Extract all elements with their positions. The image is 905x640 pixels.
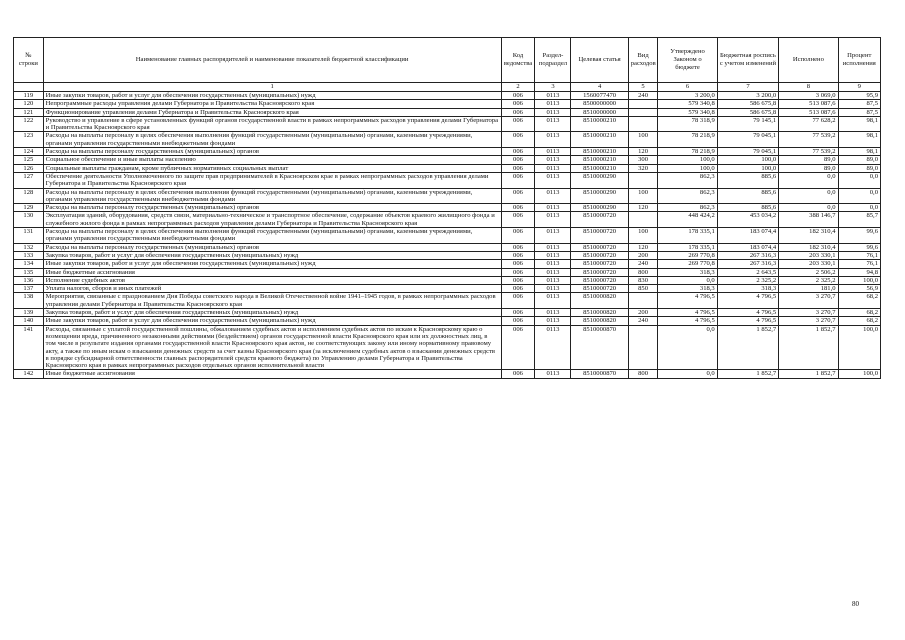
target-item: 8510000720 — [571, 251, 628, 259]
approved-amount: 0,0 — [658, 276, 717, 284]
target-item: 8510000210 — [571, 156, 628, 164]
expense-type: 100 — [628, 132, 658, 148]
approved-amount: 4 796,5 — [658, 293, 717, 309]
budget-list-amount: 79 145,1 — [717, 116, 778, 132]
dept-code: 006 — [501, 251, 535, 259]
expense-type: 240 — [628, 92, 658, 100]
section-code: 0113 — [535, 156, 571, 164]
column-number: 1 — [43, 83, 501, 92]
column-number: 3 — [535, 83, 571, 92]
row-name: Функционирование управления делами Губернатора и Правительства Красноярского края — [43, 108, 501, 116]
executed-amount: 0,0 — [779, 172, 838, 188]
expense-type: 100 — [628, 228, 658, 244]
row-number: 130 — [14, 212, 44, 228]
row-number: 123 — [14, 132, 44, 148]
executed-amount: 77 539,2 — [779, 132, 838, 148]
section-code: 0113 — [535, 317, 571, 325]
row-number: 131 — [14, 228, 44, 244]
dept-code: 006 — [501, 268, 535, 276]
expense-type: 120 — [628, 148, 658, 156]
header-executed: Исполнено — [779, 38, 838, 83]
execution-percent: 87,5 — [838, 108, 880, 116]
section-code: 0113 — [535, 293, 571, 309]
row-name: Расходы на выплаты персоналу в целях обеспечения выполнения функций государственными (муниципальными) органами, казенными учреждениями, органами управления государственными внебюджетными фондами — [43, 188, 501, 204]
execution-percent: 68,2 — [838, 317, 880, 325]
approved-amount: 178 335,1 — [658, 228, 717, 244]
executed-amount: 89,0 — [779, 164, 838, 172]
target-item: 8510000870 — [571, 325, 628, 370]
target-item: 8510000290 — [571, 188, 628, 204]
budget-list-amount: 885,6 — [717, 204, 778, 212]
approved-amount: 269 770,8 — [658, 251, 717, 259]
executed-amount: 181,0 — [779, 285, 838, 293]
section-code: 0113 — [535, 108, 571, 116]
budget-list-amount: 183 074,4 — [717, 228, 778, 244]
expense-type: 200 — [628, 309, 658, 317]
row-number: 124 — [14, 148, 44, 156]
dept-code: 006 — [501, 156, 535, 164]
column-number: 2 — [501, 83, 535, 92]
target-item: 8510000000 — [571, 108, 628, 116]
execution-percent: 98,1 — [838, 132, 880, 148]
row-name: Обеспечение деятельности Уполномоченного по защите прав предпринимателей в Красноярском крае в рамках непрограммных расходов управления делами Губернатора и Правительства Красноярского края — [43, 172, 501, 188]
approved-amount: 862,3 — [658, 172, 717, 188]
table-row — [14, 260, 881, 268]
expense-type: 200 — [628, 251, 658, 259]
column-number: 9 — [838, 83, 880, 92]
execution-percent: 89,0 — [838, 164, 880, 172]
section-code: 0113 — [535, 325, 571, 370]
dept-code: 006 — [501, 108, 535, 116]
row-number: 132 — [14, 243, 44, 251]
target-item: 8510000720 — [571, 268, 628, 276]
target-item: 8510000720 — [571, 285, 628, 293]
expense-type — [628, 108, 658, 116]
executed-amount: 203 330,1 — [779, 260, 838, 268]
target-item: 8510000720 — [571, 212, 628, 228]
approved-amount: 318,3 — [658, 285, 717, 293]
dept-code: 006 — [501, 370, 535, 378]
budget-list-amount: 100,0 — [717, 156, 778, 164]
budget-list-amount: 4 796,5 — [717, 317, 778, 325]
section-code: 0113 — [535, 285, 571, 293]
table-row — [14, 285, 881, 293]
section-code: 0113 — [535, 172, 571, 188]
execution-percent: 68,2 — [838, 309, 880, 317]
budget-list-amount: 2 643,5 — [717, 268, 778, 276]
dept-code: 006 — [501, 188, 535, 204]
expense-type: 120 — [628, 204, 658, 212]
executed-amount: 77 628,2 — [779, 116, 838, 132]
table-row — [14, 228, 881, 244]
row-name: Расходы, связанные с уплатой государственной пошлины, обжалованием судебных актов и исполнением судебных актов по искам к Красноярскому краю о возмещении вреда, причиненного незаконными действиями (бездействием) органов государственной власти Красноярского края или их должностных лиц, в том числе в результате издания органами государственной власти Красноярского края актов, не соответствующих закону или иному нормативному правовому акту, а также по иным искам о взыскании денежных средств за счет казны Красноярского края (за исключением судебных актов о взыскании денежных средств в порядке субсидиарной ответственности главных распорядителей средств краевого бюджета) по Управлению делами Губернатора и Правительства Красноярского края в рамках непрограммных расходов отдельных органов исполнительной власти — [43, 325, 501, 370]
table-row — [14, 251, 881, 259]
expense-type: 800 — [628, 268, 658, 276]
row-name: Расходы на выплаты персоналу в целях обеспечения выполнения функций государственными (муниципальными) органами, казенными учреждениями, органами управления государственными внебюджетными фондами — [43, 132, 501, 148]
executed-amount: 3 270,7 — [779, 309, 838, 317]
header-section: Раздел-подраздел — [535, 38, 571, 83]
row-number: 126 — [14, 164, 44, 172]
target-item: 8510000820 — [571, 309, 628, 317]
dept-code: 006 — [501, 260, 535, 268]
header-budget-list: Бюджетная роспись с учетом изменений — [717, 38, 778, 83]
executed-amount: 1 852,7 — [779, 370, 838, 378]
row-number: 121 — [14, 108, 44, 116]
section-code: 0113 — [535, 100, 571, 108]
expense-type — [628, 116, 658, 132]
column-number: 5 — [628, 83, 658, 92]
execution-percent: 76,1 — [838, 260, 880, 268]
approved-amount: 318,3 — [658, 268, 717, 276]
approved-amount: 862,3 — [658, 204, 717, 212]
approved-amount: 3 200,0 — [658, 92, 717, 100]
expense-type: 240 — [628, 317, 658, 325]
execution-percent: 76,1 — [838, 251, 880, 259]
execution-percent: 100,0 — [838, 370, 880, 378]
row-number: 127 — [14, 172, 44, 188]
row-number: 129 — [14, 204, 44, 212]
table-row — [14, 212, 881, 228]
table-row — [14, 188, 881, 204]
execution-percent: 95,9 — [838, 92, 880, 100]
row-number: 119 — [14, 92, 44, 100]
approved-amount: 78 318,9 — [658, 116, 717, 132]
section-code: 0113 — [535, 188, 571, 204]
execution-percent: 99,6 — [838, 243, 880, 251]
dept-code: 006 — [501, 172, 535, 188]
expense-type: 300 — [628, 156, 658, 164]
table-row — [14, 132, 881, 148]
section-code: 0113 — [535, 260, 571, 268]
budget-list-amount: 267 316,3 — [717, 251, 778, 259]
execution-percent: 99,6 — [838, 228, 880, 244]
target-item: 8510000210 — [571, 164, 628, 172]
row-number: 125 — [14, 156, 44, 164]
table-row — [14, 317, 881, 325]
approved-amount: 579 340,8 — [658, 108, 717, 116]
approved-amount: 269 770,8 — [658, 260, 717, 268]
expense-type — [628, 100, 658, 108]
executed-amount: 203 330,1 — [779, 251, 838, 259]
target-item: 1560077470 — [571, 92, 628, 100]
budget-list-amount: 885,6 — [717, 172, 778, 188]
executed-amount: 513 087,6 — [779, 108, 838, 116]
approved-amount: 4 796,5 — [658, 317, 717, 325]
section-code: 0113 — [535, 92, 571, 100]
table-row — [14, 108, 881, 116]
expense-type: 120 — [628, 243, 658, 251]
target-item: 8510000210 — [571, 132, 628, 148]
approved-amount: 100,0 — [658, 164, 717, 172]
dept-code: 006 — [501, 325, 535, 370]
dept-code: 006 — [501, 276, 535, 284]
target-item: 8510000870 — [571, 370, 628, 378]
table-row — [14, 156, 881, 164]
execution-percent: 68,2 — [838, 293, 880, 309]
dept-code: 006 — [501, 317, 535, 325]
budget-list-amount: 1 852,7 — [717, 325, 778, 370]
approved-amount: 78 218,9 — [658, 132, 717, 148]
executed-amount: 89,0 — [779, 156, 838, 164]
row-name: Расходы на выплаты персоналу государственных (муниципальных) органов — [43, 243, 501, 251]
row-name: Иные закупки товаров, работ и услуг для обеспечения государственных (муниципальных) нужд — [43, 92, 501, 100]
budget-list-amount: 3 200,0 — [717, 92, 778, 100]
section-code: 0113 — [535, 148, 571, 156]
execution-percent: 98,1 — [838, 148, 880, 156]
target-item: 8510000290 — [571, 172, 628, 188]
budget-list-amount: 79 045,1 — [717, 148, 778, 156]
approved-amount: 78 218,9 — [658, 148, 717, 156]
row-number: 136 — [14, 276, 44, 284]
dept-code: 006 — [501, 243, 535, 251]
table-row — [14, 172, 881, 188]
row-name: Исполнение судебных актов — [43, 276, 501, 284]
budget-list-amount: 453 034,2 — [717, 212, 778, 228]
dept-code: 006 — [501, 92, 535, 100]
dept-code: 006 — [501, 132, 535, 148]
budget-list-amount: 885,6 — [717, 188, 778, 204]
executed-amount: 513 087,6 — [779, 100, 838, 108]
column-number: 6 — [658, 83, 717, 92]
table-row — [14, 268, 881, 276]
row-name: Социальное обеспечение и иные выплаты населению — [43, 156, 501, 164]
approved-amount: 4 796,5 — [658, 309, 717, 317]
section-code: 0113 — [535, 268, 571, 276]
section-code: 0113 — [535, 228, 571, 244]
approved-amount: 100,0 — [658, 156, 717, 164]
column-number: 7 — [717, 83, 778, 92]
row-number: 141 — [14, 325, 44, 370]
executed-amount: 2 506,2 — [779, 268, 838, 276]
header-row-number: № строки — [14, 38, 44, 83]
approved-amount: 579 340,8 — [658, 100, 717, 108]
section-code: 0113 — [535, 370, 571, 378]
budget-list-amount: 100,0 — [717, 164, 778, 172]
column-number-row — [14, 83, 881, 92]
dept-code: 006 — [501, 164, 535, 172]
executed-amount: 3 270,7 — [779, 293, 838, 309]
row-name: Иные бюджетные ассигнования — [43, 268, 501, 276]
header-expense-type: Вид расходов — [628, 38, 658, 83]
target-item: 8510000720 — [571, 276, 628, 284]
expense-type: 320 — [628, 164, 658, 172]
column-number: 4 — [571, 83, 628, 92]
header-row — [14, 38, 881, 83]
executed-amount: 182 310,4 — [779, 228, 838, 244]
expense-type: 240 — [628, 260, 658, 268]
row-name: Эксплуатация зданий, оборудования, средств связи, материально-техническое и транспортное обеспечение, содержание объектов краевого жилищного фонда и служебного жилого фонда в рамках непрограммных расходов управления делами Губернатора и Правительства Красноярского края — [43, 212, 501, 228]
execution-percent: 56,9 — [838, 285, 880, 293]
table-row — [14, 164, 881, 172]
table-row — [14, 116, 881, 132]
table-row — [14, 92, 881, 100]
header-target-item: Целевая статья — [571, 38, 628, 83]
section-code: 0113 — [535, 116, 571, 132]
expense-type — [628, 293, 658, 309]
section-code: 0113 — [535, 212, 571, 228]
expense-type: 100 — [628, 188, 658, 204]
executed-amount: 1 852,7 — [779, 325, 838, 370]
row-name: Иные закупки товаров, работ и услуг для обеспечения государственных (муниципальных) нужд — [43, 317, 501, 325]
target-item: 8510000210 — [571, 116, 628, 132]
execution-percent: 0,0 — [838, 188, 880, 204]
table-row — [14, 325, 881, 370]
column-number — [14, 83, 44, 92]
row-name: Уплата налогов, сборов и иных платежей — [43, 285, 501, 293]
table-row — [14, 309, 881, 317]
row-name: Непрограммные расходы управления делами Губернатора и Правительства Красноярского края — [43, 100, 501, 108]
expense-type — [628, 325, 658, 370]
dept-code: 006 — [501, 285, 535, 293]
execution-percent: 89,0 — [838, 156, 880, 164]
row-name: Руководство и управление в сфере установленных функций органов государственной власти в рамках непрограммных расходов управления делами Губернатора и Правительства Красноярского края — [43, 116, 501, 132]
row-name: Мероприятия, связанные с празднованием Дня Победы советского народа в Великой Отечественной войне 1941–1945 годов, в рамках непрограммных расходов управления делами Губернатора и Правительства Красноярского края — [43, 293, 501, 309]
executed-amount: 3 069,0 — [779, 92, 838, 100]
row-number: 140 — [14, 317, 44, 325]
row-number: 128 — [14, 188, 44, 204]
budget-list-amount: 4 796,5 — [717, 293, 778, 309]
table-row — [14, 276, 881, 284]
dept-code: 006 — [501, 204, 535, 212]
section-code: 0113 — [535, 164, 571, 172]
budget-list-amount: 1 852,7 — [717, 370, 778, 378]
expense-type: 800 — [628, 370, 658, 378]
executed-amount: 3 270,7 — [779, 317, 838, 325]
row-name: Иные закупки товаров, работ и услуг для обеспечения государственных (муниципальных) нужд — [43, 260, 501, 268]
section-code: 0113 — [535, 251, 571, 259]
table-row — [14, 204, 881, 212]
row-number: 138 — [14, 293, 44, 309]
budget-list-amount: 318,3 — [717, 285, 778, 293]
section-code: 0113 — [535, 204, 571, 212]
expense-type — [628, 172, 658, 188]
budget-list-amount: 183 074,4 — [717, 243, 778, 251]
target-item: 8510000210 — [571, 148, 628, 156]
execution-percent: 100,0 — [838, 325, 880, 370]
dept-code: 006 — [501, 293, 535, 309]
budget-list-amount: 4 796,5 — [717, 309, 778, 317]
target-item: 8510000290 — [571, 204, 628, 212]
target-item: 8510000720 — [571, 228, 628, 244]
target-item: 8510000720 — [571, 260, 628, 268]
row-number: 142 — [14, 370, 44, 378]
header-dept-code: Код ведомства — [501, 38, 535, 83]
execution-percent: 87,5 — [838, 100, 880, 108]
row-number: 139 — [14, 309, 44, 317]
header-percent: Процент исполнения — [838, 38, 880, 83]
executed-amount: 388 146,7 — [779, 212, 838, 228]
execution-percent: 98,1 — [838, 116, 880, 132]
execution-percent: 94,8 — [838, 268, 880, 276]
section-code: 0113 — [535, 276, 571, 284]
dept-code: 006 — [501, 148, 535, 156]
target-item: 8510000720 — [571, 243, 628, 251]
table-row — [14, 370, 881, 378]
approved-amount: 862,3 — [658, 188, 717, 204]
row-name: Закупка товаров, работ и услуг для обеспечения государственных (муниципальных) нужд — [43, 251, 501, 259]
expense-type: 830 — [628, 276, 658, 284]
execution-percent: 85,7 — [838, 212, 880, 228]
section-code: 0113 — [535, 243, 571, 251]
budget-table — [13, 37, 881, 379]
executed-amount: 2 325,2 — [779, 276, 838, 284]
row-number: 134 — [14, 260, 44, 268]
section-code: 0113 — [535, 309, 571, 317]
approved-amount: 0,0 — [658, 370, 717, 378]
expense-type: 850 — [628, 285, 658, 293]
execution-percent: 100,0 — [838, 276, 880, 284]
row-name: Расходы на выплаты персоналу государственных (муниципальных) органов — [43, 204, 501, 212]
target-item: 8510000820 — [571, 293, 628, 309]
table-row — [14, 293, 881, 309]
execution-percent: 0,0 — [838, 204, 880, 212]
table-row — [14, 243, 881, 251]
approved-amount: 0,0 — [658, 325, 717, 370]
row-name: Социальные выплаты гражданам, кроме публичных нормативных социальных выплат — [43, 164, 501, 172]
target-item: 8500000000 — [571, 100, 628, 108]
row-name: Расходы на выплаты персоналу государственных (муниципальных) органов — [43, 148, 501, 156]
dept-code: 006 — [501, 212, 535, 228]
budget-list-amount: 79 045,1 — [717, 132, 778, 148]
dept-code: 006 — [501, 100, 535, 108]
expense-type — [628, 212, 658, 228]
row-number: 135 — [14, 268, 44, 276]
table-row — [14, 148, 881, 156]
dept-code: 006 — [501, 116, 535, 132]
dept-code: 006 — [501, 228, 535, 244]
dept-code: 006 — [501, 309, 535, 317]
executed-amount: 0,0 — [779, 188, 838, 204]
header-approved: Утверждено Законом о бюджете — [658, 38, 717, 83]
row-number: 133 — [14, 251, 44, 259]
row-number: 122 — [14, 116, 44, 132]
section-code: 0113 — [535, 132, 571, 148]
budget-list-amount: 2 325,2 — [717, 276, 778, 284]
approved-amount: 448 424,2 — [658, 212, 717, 228]
header-name: Наименование главных распорядителей и наименование показателей бюджетной классификации — [43, 38, 501, 83]
budget-list-amount: 267 316,3 — [717, 260, 778, 268]
budget-list-amount: 586 675,8 — [717, 108, 778, 116]
table-row — [14, 100, 881, 108]
executed-amount: 77 539,2 — [779, 148, 838, 156]
budget-list-amount: 586 675,8 — [717, 100, 778, 108]
row-name: Иные бюджетные ассигнования — [43, 370, 501, 378]
target-item: 8510000820 — [571, 317, 628, 325]
executed-amount: 182 310,4 — [779, 243, 838, 251]
row-number: 137 — [14, 285, 44, 293]
page-number: 80 — [852, 600, 859, 608]
row-name: Закупка товаров, работ и услуг для обеспечения государственных (муниципальных) нужд — [43, 309, 501, 317]
execution-percent: 0,0 — [838, 172, 880, 188]
row-name: Расходы на выплаты персоналу в целях обеспечения выполнения функций государственными (муниципальными) органами, казенными учреждениями, органами управления государственными внебюджетными фондами — [43, 228, 501, 244]
row-number: 120 — [14, 100, 44, 108]
column-number: 8 — [779, 83, 838, 92]
approved-amount: 178 335,1 — [658, 243, 717, 251]
executed-amount: 0,0 — [779, 204, 838, 212]
